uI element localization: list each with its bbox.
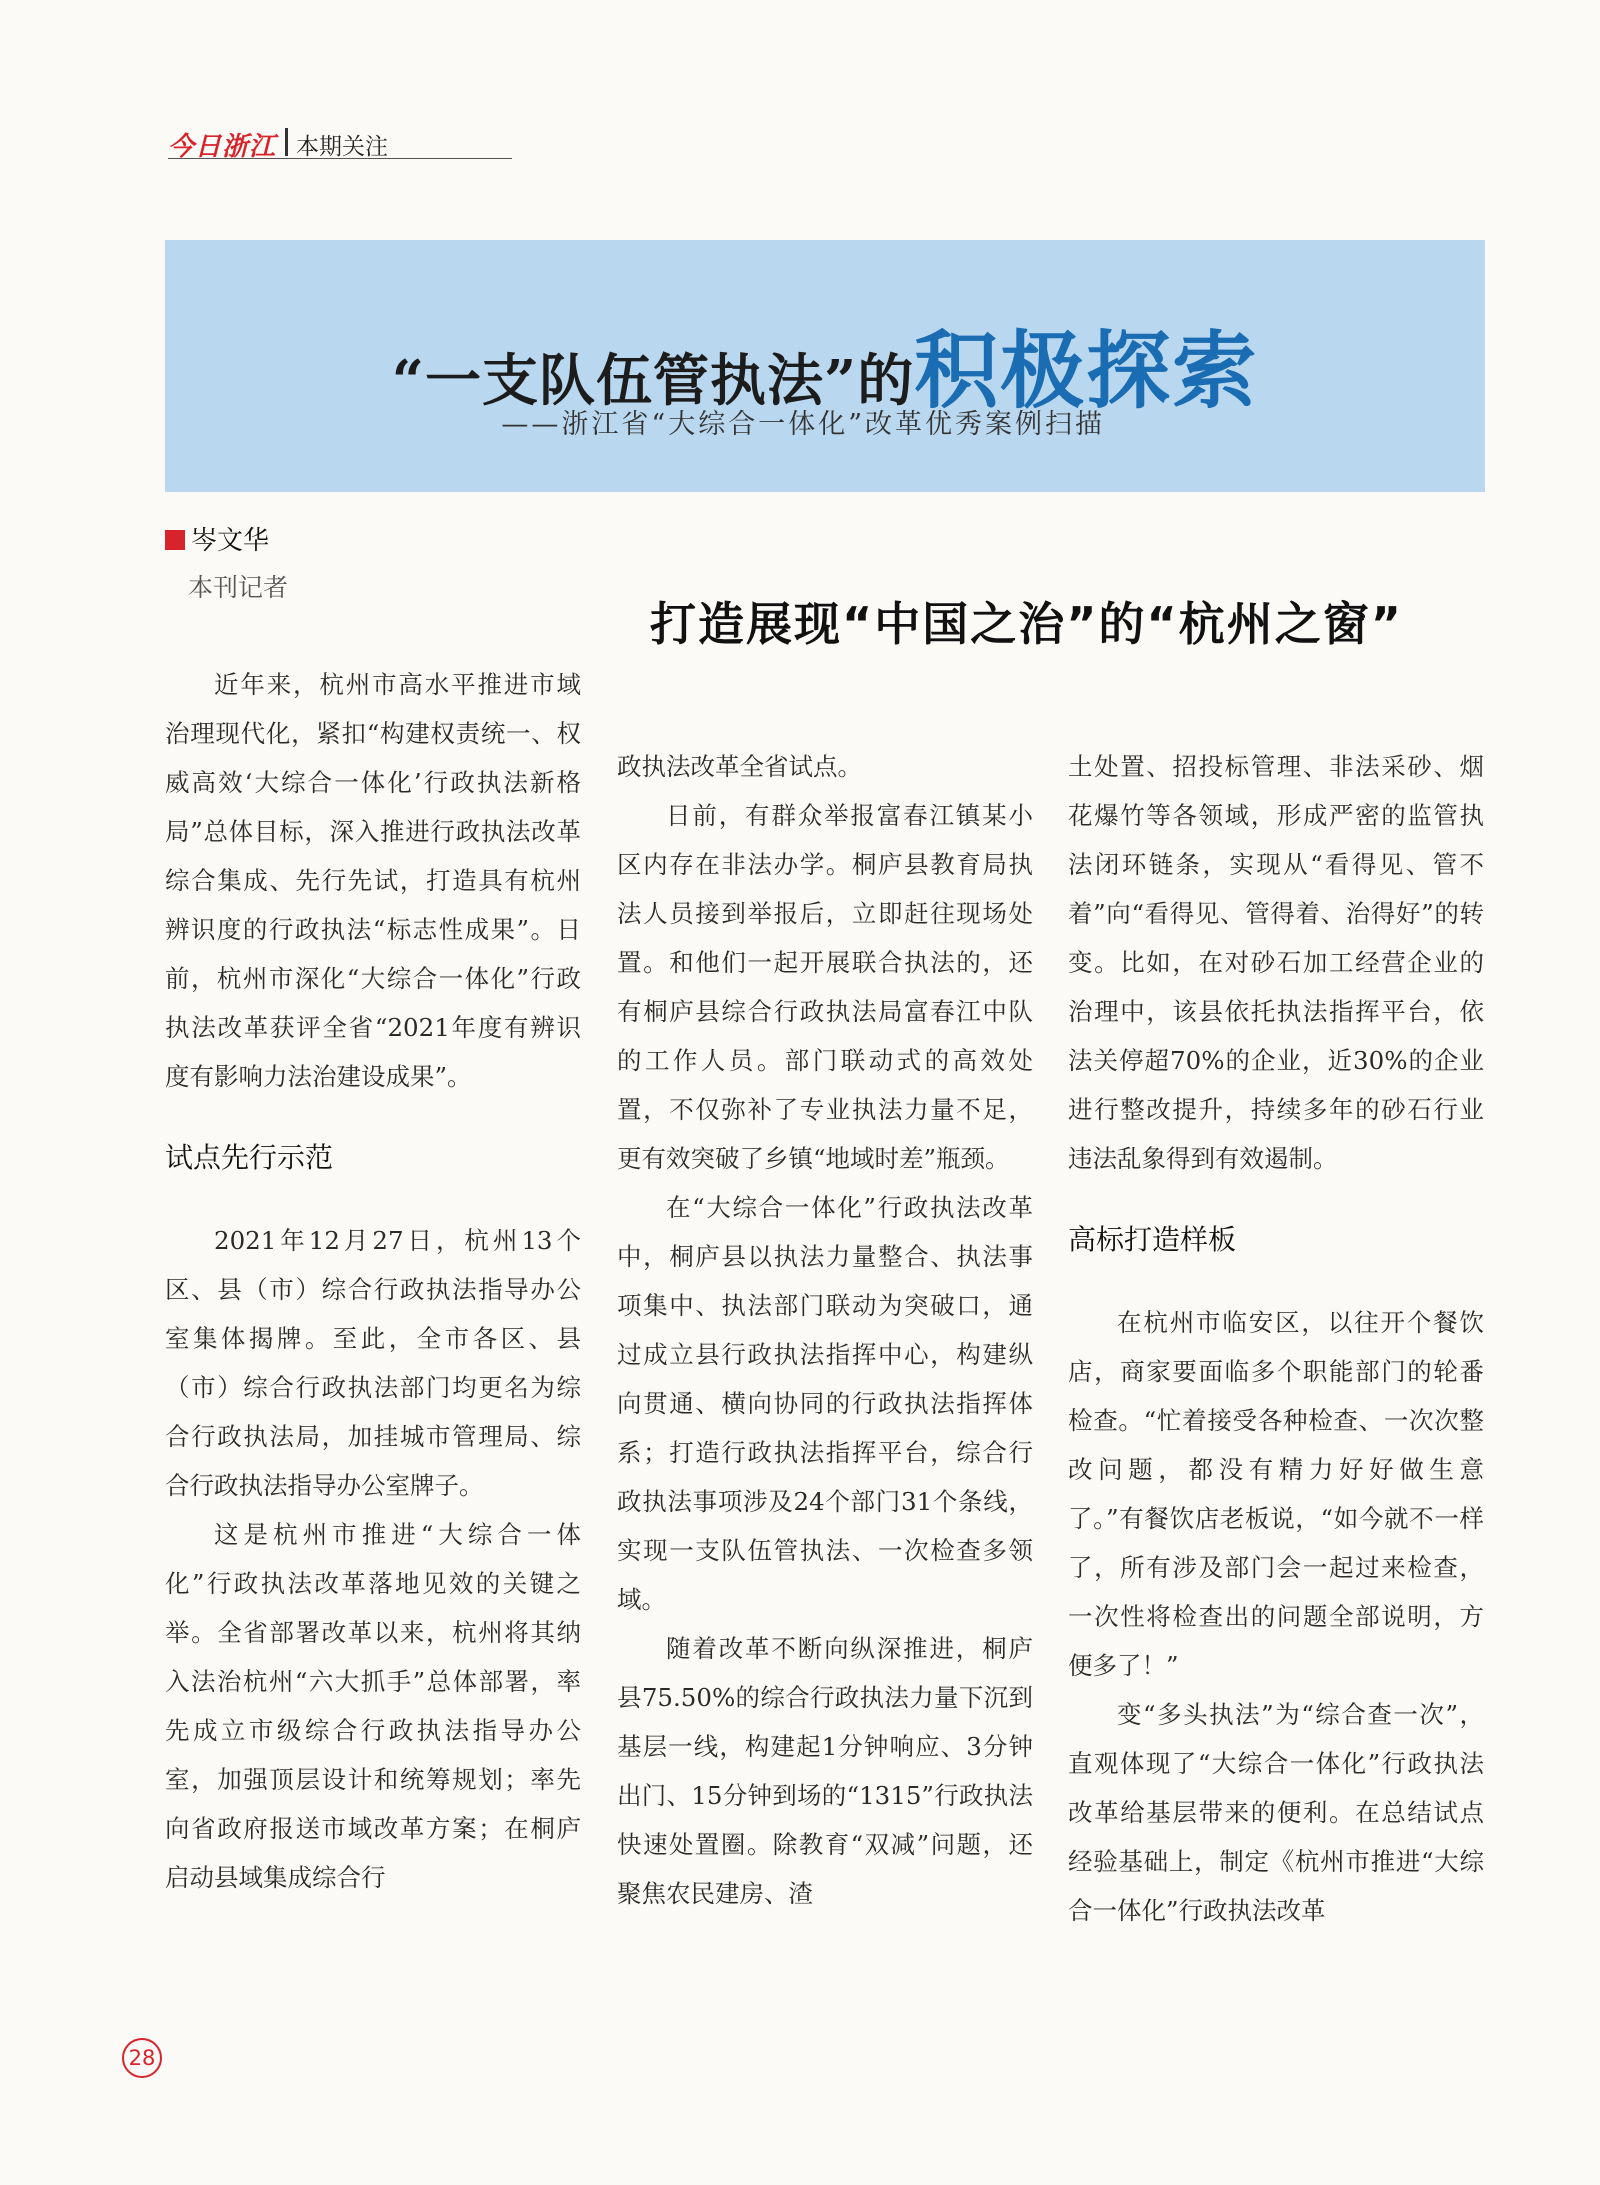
- paragraph: 日前，有群众举报富春江镇某小区内存在非法办学。桐庐县教育局执法人员接到举报后，立即赶往现场处置。和他们一起开展联合执法的，还有桐庐县综合行政执法局富春江中队的工作人员。部门联动式的高效处置，不仅弥补了专业执法力量不足，更有效突破了乡镇“地域时差”瓶颈。: [617, 801, 1033, 1173]
- banner-title-main: “一支队伍管执法”的: [391, 348, 915, 414]
- section-heading-benchmark: 高标打造样板: [1068, 1223, 1237, 1256]
- section-heading-pilot: 试点先行示范: [165, 1141, 334, 1174]
- banner-title-highlight: 积极探索: [914, 322, 1259, 420]
- author-byline: [165, 520, 269, 557]
- paragraph: 在杭州市临安区，以往开个餐饮店，商家要面临多个职能部门的轮番检查。“忙着接受各种检查、一次次整改问题，都没有精力好好做生意了。”有餐饮店老板说，“如今就不一样了，所有涉及部门会一起过来检查，一次性将检查出的问题全部说明，方便多了！”: [1068, 1308, 1484, 1680]
- title-banner: [165, 240, 1485, 492]
- paragraph: 随着改革不断向纵深推进，桐庐县75.50%的综合行政执法力量下沉到基层一线，构建起1分钟响应、3分钟出门、15分钟到场的“1315”行政执法快速处置圈。除教育“双减”问题，还聚焦农民建房、渣: [617, 1634, 1033, 1908]
- section-label: 本期关注: [296, 134, 388, 160]
- page-number: 28: [122, 2038, 162, 2078]
- paragraph: 土处置、招投标管理、非法采砂、烟花爆竹等各领域，形成严密的监管执法闭环链条，实现从“看得见、管不着”向“看得见、管得着、治得好”的转变。比如，在对砂石加工经营企业的治理中，该县依托执法指挥平台，依法关停超70%的企业，近30%的企业进行整改提升，持续多年的砂石行业违法乱象得到有效遏制。: [1068, 752, 1484, 1173]
- paragraph: 近年来，杭州市高水平推进市域治理现代化，紧扣“构建权责统一、权威高效‘大综合一体化’行政执法新格局”总体目标，深入推进行政执法改革综合集成、先行先试，打造具有杭州辨识度的行政执法“标志性成果”。日前，杭州市深化“大综合一体化”行政执法改革获评全省“2021年度有辨识度有影响力法治建设成果”。: [165, 670, 581, 1091]
- text-column-3: [1068, 742, 1484, 1935]
- paragraph: 政执法改革全省试点。: [617, 752, 862, 781]
- paragraph: 2021年12月27日，杭州13个区、县（市）综合行政执法指导办公室集体揭牌。至此，全市各区、县（市）综合行政执法部门均更名为综合行政执法局，加挂城市管理局、综合行政执法指导办公室牌子。: [165, 1226, 581, 1500]
- author-name: 岑文华: [191, 526, 270, 556]
- magazine-logo: 今日浙江: [168, 132, 277, 162]
- paragraph: 这是杭州市推进“大综合一体化”行政执法改革落地见效的关键之举。全省部署改革以来，杭州将其纳入法治杭州“六大抓手”总体部署，率先成立市级综合行政执法指导办公室，加强顶层设计和统筹规划；率先向省政府报送市域改革方案；在桐庐启动县域集成综合行: [165, 1520, 581, 1892]
- article-title: 打造展现“中国之治”的“杭州之窗”: [650, 597, 1403, 651]
- author-role: 本刊记者: [188, 573, 289, 602]
- banner-subtitle: ——浙江省“大综合一体化”改革优秀案例扫描: [501, 409, 1105, 440]
- paragraph: 在“大综合一体化”行政执法改革中，桐庐县以执法力量整合、执法事项集中、执法部门联动为突破口，通过成立县行政执法指挥中心，构建纵向贯通、横向协同的行政执法指挥体系；打造行政执法指挥平台，综合行政执法事项涉及24个部门31个条线，实现一支队伍管执法、一次检查多领域。: [617, 1193, 1033, 1614]
- page-header: [168, 124, 512, 162]
- author-marker-icon: [165, 530, 185, 550]
- paragraph: 变“多头执法”为“综合查一次”，直观体现了“大综合一体化”行政执法改革给基层带来的便利。在总结试点经验基础上，制定《杭州市推进“大综合一体化”行政执法改革: [1068, 1700, 1484, 1925]
- text-column-2: [617, 742, 1033, 1918]
- text-column-1: [165, 660, 581, 1902]
- header-divider: [285, 128, 288, 156]
